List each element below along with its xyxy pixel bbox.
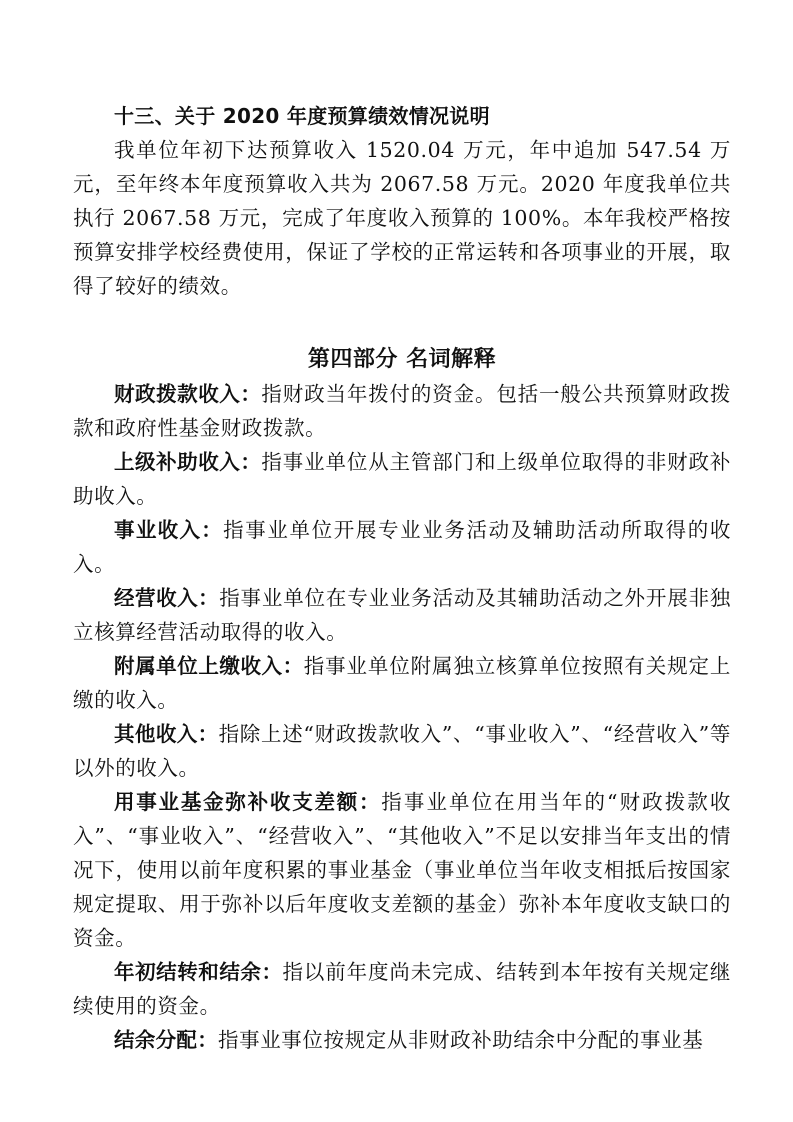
- definition-term: 财政拨款收入：: [114, 382, 262, 406]
- definition-item: [73, 1023, 731, 1057]
- definition-term: 经营收入：: [114, 586, 220, 610]
- definition-item: [73, 785, 731, 955]
- definition-term: 年初结转和结余：: [114, 960, 283, 984]
- definition-item: [73, 955, 731, 1023]
- definition-term: 其他收入：: [114, 722, 219, 746]
- definition-term: 结余分配：: [114, 1028, 218, 1052]
- part-4-heading: 第四部分 名词解释: [307, 347, 497, 372]
- definition-item: [73, 445, 731, 513]
- document-page: [73, 99, 731, 1057]
- definition-item: [73, 513, 731, 581]
- definition-text: 指事业事位按规定从非财政补助结余中分配的事业基: [218, 1028, 704, 1052]
- definition-term: 附属单位上缴收入：: [114, 654, 304, 678]
- definition-text: 指事业单位附属独立核算单位按照有关规定上缴的收入。: [73, 654, 732, 712]
- definition-text: 指事业单位从主管部门和上级单位取得的非财政补助收入。: [73, 450, 731, 508]
- definition-term: 用事业基金弥补收支差额：: [114, 790, 382, 814]
- definition-item: [73, 377, 731, 445]
- definition-text: 指除上述“财政拨款收入”、“事业收入”、“经营收入”等以外的收入。: [73, 722, 731, 780]
- section-13-heading: 十三、关于 2020 年度预算绩效情况说明: [114, 104, 490, 128]
- definition-text: 指事业单位在用当年的“财政拨款收入”、“事业收入”、“经营收入”、“其他收入”不足以安排当年支出的情况下，使用以前年度积累的事业基金（事业单位当年收支相抵后按国家规定提取、用于弥补以后年度收支差额的基金）弥补本年度收支缺口的资金。: [73, 790, 731, 950]
- definition-text: 指事业单位开展专业业务活动及辅助活动所取得的收入。: [73, 518, 731, 576]
- definition-item: [73, 717, 731, 785]
- definition-term: 上级补助收入：: [114, 450, 262, 474]
- definition-text: 指事业单位在专业业务活动及其辅助活动之外开展非独立核算经营活动取得的收入。: [73, 586, 732, 644]
- definition-item: [73, 581, 731, 649]
- definitions-list: [73, 377, 731, 1057]
- definition-item: [73, 649, 731, 717]
- section-13-body: 我单位年初下达预算收入 1520.04 万元，年中追加 547.54 万元，至年终本年度预算收入共为 2067.58 万元。2020 年度我单位共执行 2067.58 万元，完成了年度收入预算的 100%。本年我校严格按预算安排学校经费使用，保证了学校的正常运转和各项事业的开展，取得了较好的绩效。: [73, 138, 731, 298]
- definition-text: 指财政当年拨付的资金。包括一般公共预算财政拨款和政府性基金财政拨款。: [73, 382, 731, 440]
- definition-term: 事业收入：: [114, 518, 224, 542]
- definition-text: 指以前年度尚未完成、结转到本年按有关规定继续使用的资金。: [73, 960, 731, 1018]
